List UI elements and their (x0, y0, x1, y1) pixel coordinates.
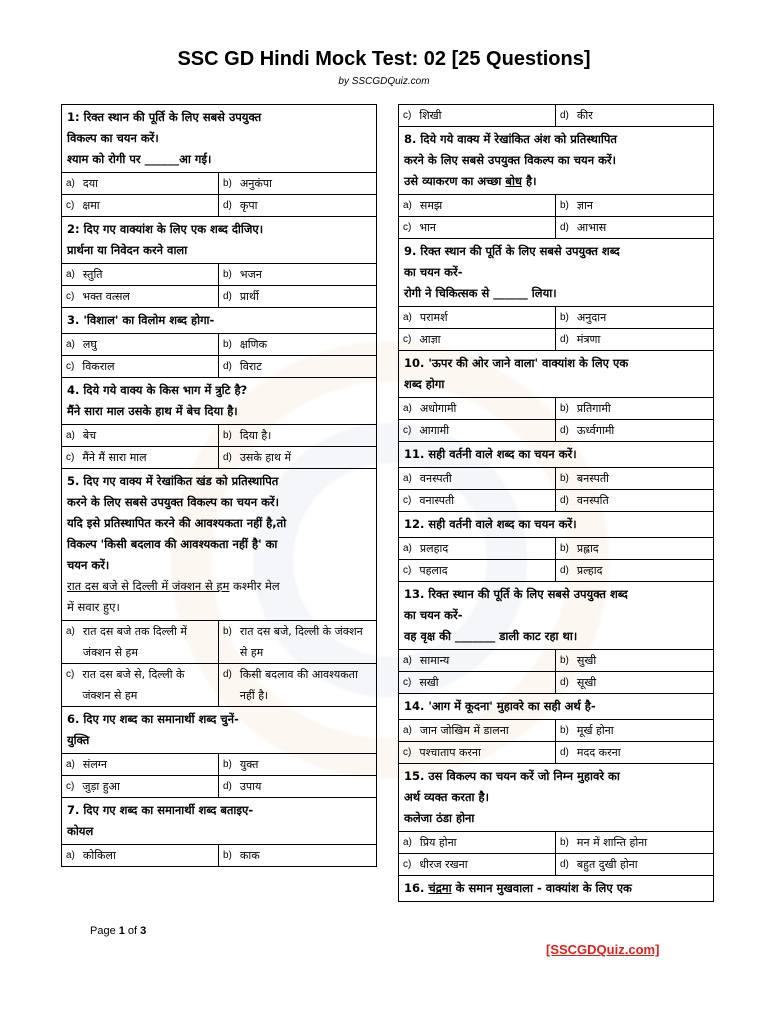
options-10 (399, 398, 713, 442)
options-3 (62, 334, 376, 378)
option-b[interactable]: b) रात दस बजे, दिल्ली के जंक्शन से हम (219, 621, 376, 664)
question-16: 16. चंद्रमा के समान मुखवाला - वाक्यांश के लिए एक (399, 876, 713, 902)
option-c[interactable]: c) वनास्पती (399, 490, 556, 512)
question-1: 1: रिक्त स्थान की पूर्ति के लिए सबसे उपयुक्त विकल्प का चयन करें। श्याम को रोगी पर ______आ गई। (62, 105, 376, 173)
option-c[interactable]: c) मैंने मैं सारा माल (62, 447, 219, 469)
option-a[interactable]: a) सामान्य (399, 650, 556, 672)
option-a[interactable]: a) अधोगामी (399, 398, 556, 420)
option-d[interactable]: d) किसी बदलाव की आवश्यकता नहीं है। (219, 664, 376, 707)
question-10: 10. 'ऊपर की ओर जाने वाला' वाक्यांश के लिए एक शब्द होगा (399, 351, 713, 398)
page-number: Page 1 of 3 (90, 925, 147, 937)
option-c[interactable]: c) धीरज रखना (399, 854, 556, 876)
options-14 (399, 720, 713, 764)
option-c[interactable]: c) रात दस बजे से, दिल्ली के जंक्शन से हम (62, 664, 219, 707)
option-d[interactable]: d) विराट (219, 356, 376, 378)
option-a[interactable]: a) रात दस बजे तक दिल्ली में जंक्शन से हम (62, 621, 219, 664)
underlined-word: चंद्रमा (428, 881, 452, 895)
options-2 (62, 264, 376, 308)
option-d[interactable]: d) उसके हाथ में (219, 447, 376, 469)
option-b[interactable]: b) ज्ञान (556, 195, 713, 217)
question-15: 15. उस विकल्प का चयन करें जो निम्न मुहावरे का अर्थ व्यक्त करता है। कलेजा ठंडा होना (399, 764, 713, 832)
option-d[interactable]: d) प्रल्हाद (556, 560, 713, 582)
question-9: 9. रिक्त स्थान की पूर्ति के लिए सबसे उपयुक्त शब्द का चयन करें- रोगी ने चिकित्सक से ______ लिया। (399, 239, 713, 307)
options-13 (399, 650, 713, 694)
option-a[interactable]: a) जान जोखिम में डालना (399, 720, 556, 742)
option-b[interactable]: b) प्रतिगामी (556, 398, 713, 420)
question-6: 6. दिए गए शब्द का समानार्थी शब्द चुनें- युक्ति (62, 707, 376, 754)
option-c[interactable]: c) पहलाद (399, 560, 556, 582)
options-12 (399, 538, 713, 582)
option-a[interactable]: a) कोकिला (62, 845, 219, 867)
option-c[interactable]: c) जुड़ा हुआ (62, 776, 219, 798)
page-title: SSC GD Hindi Mock Test: 02 [25 Questions] (177, 48, 591, 70)
option-d[interactable]: d) आभास (556, 217, 713, 239)
options-7-continued (399, 105, 713, 127)
option-c[interactable]: c) सखी (399, 672, 556, 694)
options-5 (62, 621, 376, 707)
option-b[interactable]: b) मूर्ख होना (556, 720, 713, 742)
question-11: 11. सही वर्तनी वाले शब्द का चयन करें। (399, 442, 713, 468)
option-c[interactable]: c) पश्चाताप करना (399, 742, 556, 764)
option-a[interactable]: a) समझ (399, 195, 556, 217)
option-d[interactable]: d) मदद करना (556, 742, 713, 764)
underlined-word: बोध (505, 174, 523, 188)
option-d[interactable]: d) सूखी (556, 672, 713, 694)
options-1 (62, 173, 376, 217)
option-c[interactable]: c) भान (399, 217, 556, 239)
option-d[interactable]: d) वनस्पति (556, 490, 713, 512)
option-d[interactable]: d) मंत्रणा (556, 329, 713, 351)
option-b[interactable]: b) काक (219, 845, 376, 867)
option-a[interactable]: a) प्रलहाद (399, 538, 556, 560)
option-c[interactable]: c) भक्त वत्सल (62, 286, 219, 308)
question-5: 5. दिए गए वाक्य में रेखांकित खंड को प्रतिस्थापित करने के लिए सबसे उपयुक्त विकल्प का चयन करें। यदि इसे प्रतिस्थापित करने की आवश्यकता नहीं है,तो विकल्प 'किसी बदलाव की आवश्यकता नहीं है' का चयन करें। रात दस बजे से दिल्ली में जंक्शन से हम कश्मीर मेल में सवार हुए। (62, 469, 376, 621)
option-a[interactable]: a) परामर्श (399, 307, 556, 329)
page-subtitle: by SSCGDQuiz.com (338, 76, 430, 87)
option-a[interactable]: a) स्तुति (62, 264, 219, 286)
option-b[interactable]: b) सुखी (556, 650, 713, 672)
option-d[interactable]: d) ऊर्ध्वगामी (556, 420, 713, 442)
option-b[interactable]: b) युक्त (219, 754, 376, 776)
option-b[interactable]: b) प्रह्लाद (556, 538, 713, 560)
question-3: 3. 'विशाल' का विलोम शब्द होगा- (62, 308, 376, 334)
brand-link[interactable]: [SSCGDQuiz.com] (546, 942, 660, 957)
left-column (61, 104, 377, 867)
underlined-segment: रात दस बजे से दिल्ली में जंक्शन से हम (67, 579, 230, 593)
options-6 (62, 754, 376, 798)
options-8 (399, 195, 713, 239)
options-4 (62, 425, 376, 469)
option-d[interactable]: d) उपाय (219, 776, 376, 798)
option-a[interactable]: a) प्रिय होना (399, 832, 556, 854)
option-a[interactable]: a) बेच (62, 425, 219, 447)
question-2: 2: दिए गए वाक्यांश के लिए एक शब्द दीजिए। प्रार्थना या निवेदन करने वाला (62, 217, 376, 264)
question-4: 4. दिये गये वाक्य के किस भाग में त्रुटि है? मैंने सारा माल उसके हाथ में बेच दिया है। (62, 378, 376, 425)
option-c[interactable]: c) आगामी (399, 420, 556, 442)
question-7: 7. दिए गए शब्द का समानार्थी शब्द बताइए- कोयल (62, 798, 376, 845)
option-c[interactable]: c) आज्ञा (399, 329, 556, 351)
option-c[interactable]: c) शिखी (399, 105, 556, 127)
option-b[interactable]: b) क्षणिक (219, 334, 376, 356)
question-14: 14. 'आग में कूदना' मुहावरे का सही अर्थ है- (399, 694, 713, 720)
option-d[interactable]: d) प्रार्थी (219, 286, 376, 308)
options-7 (62, 845, 376, 867)
option-b[interactable]: b) दिया है। (219, 425, 376, 447)
question-8: 8. दिये गये वाक्य में रेखांकित अंश को प्रतिस्थापित करने के लिए सबसे उपयुक्त विकल्प का चयन करें। उसे व्याकरण का अच्छा बोध है। (399, 127, 713, 195)
question-13: 13. रिक्त स्थान की पूर्ति के लिए सबसे उपयुक्त शब्द का चयन करें- वह वृक्ष की _______ डाली काट रहा था। (399, 582, 713, 650)
right-column (398, 104, 714, 902)
options-9 (399, 307, 713, 351)
option-c[interactable]: c) विकराल (62, 356, 219, 378)
question-12: 12. सही वर्तनी वाले शब्द का चयन करें। (399, 512, 713, 538)
options-11 (399, 468, 713, 512)
option-d[interactable]: d) कृपा (219, 195, 376, 217)
option-b[interactable]: b) मन में शान्ति होना (556, 832, 713, 854)
options-15 (399, 832, 713, 876)
option-a[interactable]: a) दया (62, 173, 219, 195)
option-a[interactable]: a) संलग्न (62, 754, 219, 776)
option-d[interactable]: d) कीर (556, 105, 713, 127)
option-b[interactable]: b) अनुदान (556, 307, 713, 329)
option-a[interactable]: a) लघु (62, 334, 219, 356)
option-b[interactable]: b) भजन (219, 264, 376, 286)
option-b[interactable]: b) बनस्पती (556, 468, 713, 490)
option-c[interactable]: c) क्षमा (62, 195, 219, 217)
option-a[interactable]: a) वनस्पती (399, 468, 556, 490)
option-b[interactable]: b) अनुकंपा (219, 173, 376, 195)
option-d[interactable]: d) बहुत दुखी होना (556, 854, 713, 876)
